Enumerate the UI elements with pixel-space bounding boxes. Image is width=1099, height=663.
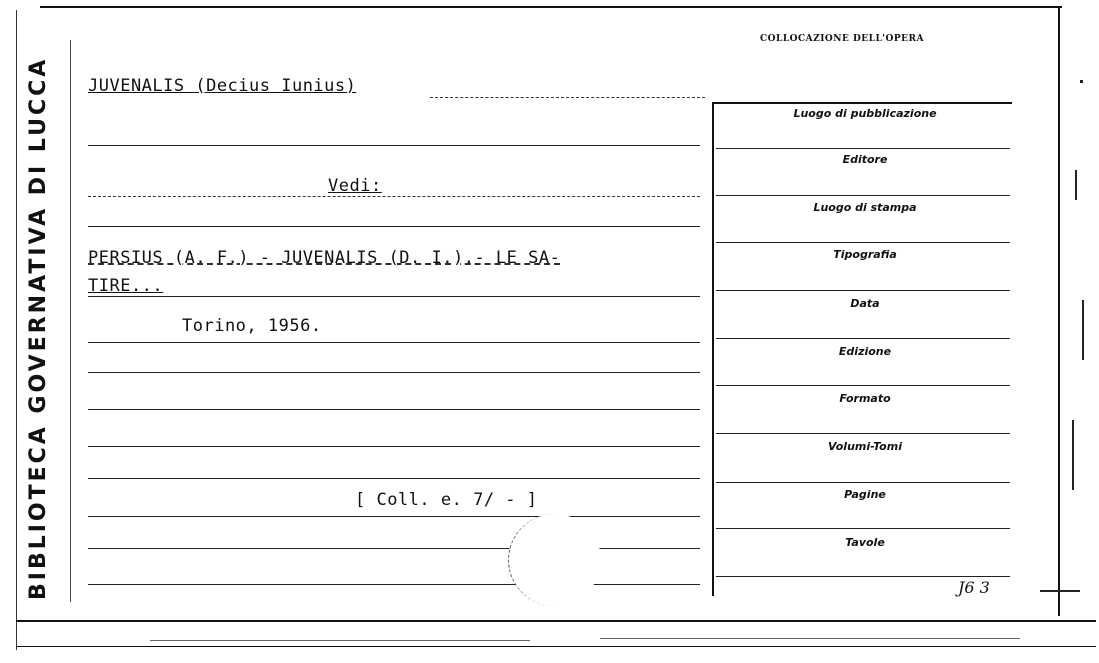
fields-box-left (712, 102, 714, 596)
fields-box-top (712, 102, 1012, 104)
card-heading: JUVENALIS (Decius Iunius) (88, 76, 357, 96)
field-rule-8 (716, 482, 1010, 483)
ruled-line-7 (88, 409, 700, 410)
scan-speck (150, 640, 530, 641)
field-rule-3 (716, 242, 1010, 243)
punched-hole (508, 514, 601, 606)
field-luogo-stampa: Luogo di stampa (813, 201, 917, 214)
scan-speck (1040, 590, 1080, 592)
field-rule-10 (716, 576, 1010, 577)
scan-speck (1082, 300, 1084, 360)
ruled-line-11 (88, 548, 700, 549)
ruled-line-12 (88, 584, 700, 585)
scan-speck (1072, 420, 1074, 490)
reference-line-1: PERSIUS (A. F.) - JUVENALIS (D. I.).- LE SA- (88, 248, 561, 268)
field-rule-2 (716, 195, 1010, 196)
ruled-line-2 (88, 196, 700, 197)
heading-rule (430, 97, 705, 98)
card-top-border (40, 6, 1062, 8)
card-left-border (16, 10, 17, 650)
see-label: Vedi: (328, 176, 382, 196)
ruled-line-10 (88, 516, 700, 517)
reference-line-2: TIRE... (88, 276, 164, 296)
ruled-line-5 (88, 342, 700, 343)
field-formato: Formato (839, 392, 891, 405)
field-pagine: Pagine (844, 488, 886, 501)
field-rule-4 (716, 290, 1010, 291)
field-edizione: Edizione (838, 345, 892, 358)
spine-divider (70, 40, 71, 602)
scan-speck (1075, 170, 1077, 200)
collection-note: [ Coll. e. 7/ - ] (355, 490, 538, 510)
reference-place: Torino, 1956. (182, 316, 322, 336)
page-mark: J6 3 (958, 578, 990, 597)
ruled-line-9 (88, 478, 700, 479)
field-luogo-pubblicazione: Luogo di pubblicazione (793, 107, 937, 120)
ruled-line-1 (88, 145, 700, 146)
field-editore: Editore (842, 153, 888, 166)
field-rule-1 (716, 148, 1010, 149)
ruled-line-8 (88, 446, 700, 447)
field-volumi-tomi: Volumi-Tomi (828, 440, 902, 453)
field-rule-6 (716, 385, 1010, 386)
field-rule-9 (716, 528, 1010, 529)
field-rule-7 (716, 433, 1010, 434)
card-right-border (1058, 6, 1060, 616)
collocation-header: COLLOCAZIONE DELL'OPERA (760, 34, 924, 44)
card-bottom-border-2 (16, 646, 1096, 647)
scan-speck (1080, 80, 1083, 83)
field-data: Data (850, 297, 880, 310)
institution-spine-label: BIBLIOTECA GOVERNATIVA DI LUCCA (26, 56, 51, 600)
ruled-line-3 (88, 226, 700, 227)
field-rule-5 (716, 338, 1010, 339)
field-tipografia: Tipografia (833, 248, 897, 261)
ruled-line-4 (88, 296, 700, 297)
scan-speck (600, 638, 1020, 639)
field-tavole: Tavole (845, 536, 885, 549)
ruled-line-6 (88, 372, 700, 373)
card-bottom-border (16, 620, 1096, 622)
